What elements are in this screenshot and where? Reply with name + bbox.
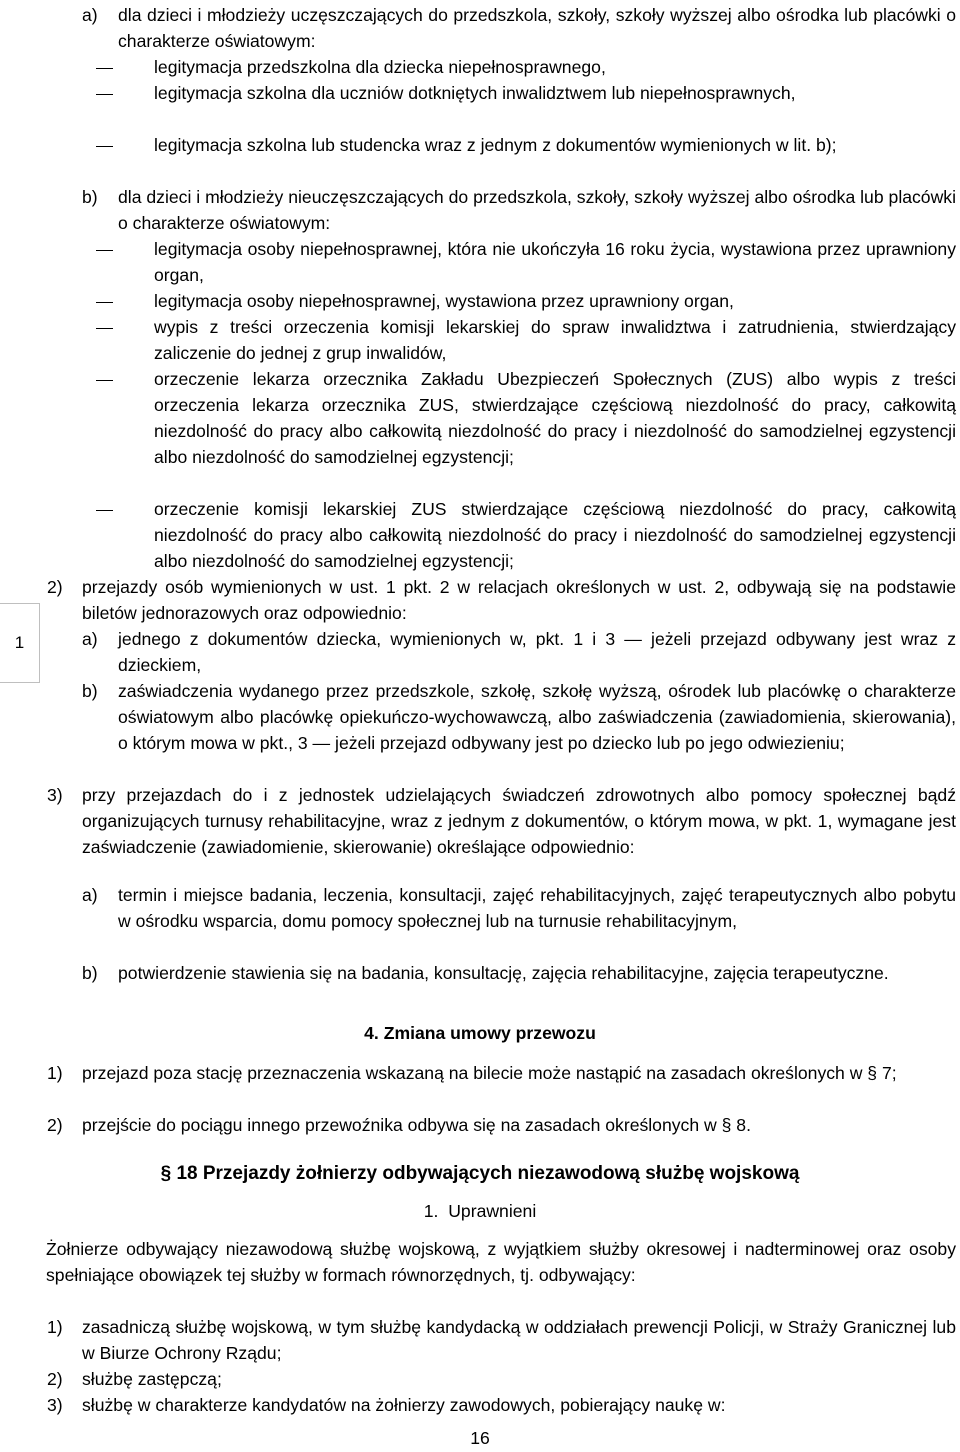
list-item	[154, 133, 956, 159]
item-text: legitymacja przedszkolna dla dziecka niepełnosprawnego,	[154, 57, 606, 77]
item-text: dla dzieci i młodzieży nieuczęszczających do przedszkola, szkoły, szkoły wyższej albo ośrodka lub placówki o charakterze oświatowym:	[118, 187, 956, 233]
item-text: legitymacja osoby niepełnosprawnej, wystawiona przez uprawniony organ,	[154, 291, 734, 311]
item-text: jednego z dokumentów dziecka, wymienionych w, pkt. 1 i 3 — jeżeli przejazd odbywany jest wraz z dzieckiem,	[118, 629, 956, 675]
list-item	[154, 315, 956, 367]
list-item	[154, 497, 956, 575]
item-text: przejazd poza stację przeznaczenia wskazaną na bilecie może nastąpić na zasadach określonych w § 7;	[82, 1063, 897, 1083]
item-text: służbę zastępczą;	[82, 1369, 222, 1389]
paragraph-text: Żołnierze odbywający niezawodową służbę wojskową, z wyjątkiem służby okresowej i nadterminowej oraz osoby spełniające obowiązek tej służby w formach równorzędnych, tj. odbywający:	[46, 1239, 956, 1285]
item-marker: 1)	[47, 1063, 63, 1083]
list-item	[82, 679, 956, 757]
item-marker: a)	[82, 629, 98, 649]
item-text: przejście do pociągu innego przewoźnika odbywa się na zasadach określonych w § 8.	[82, 1115, 751, 1135]
item-text: dla dzieci i młodzieży uczęszczających do przedszkola, szkoły, szkoły wyższej albo ośrodka lub placówki o charakterze oświatowym:	[118, 5, 956, 51]
list-item	[82, 627, 956, 679]
list-item	[154, 237, 956, 289]
item-text: legitymacja szkolna lub studencka wraz z jednym z dokumentów wymienionych w lit. b);	[154, 135, 837, 155]
item-text: legitymacja osoby niepełnosprawnej, która nie ukończyła 16 roku życia, wystawiona przez uprawniony organ,	[154, 239, 956, 285]
item-marker: b)	[82, 681, 98, 701]
item-marker: b)	[82, 187, 98, 207]
list-item	[154, 55, 954, 81]
list-item	[47, 1315, 956, 1367]
page-number: 16	[470, 1428, 490, 1448]
list-item	[82, 185, 956, 237]
item-text: przejazdy osób wymienionych w ust. 1 pkt. 2 w relacjach określonych w ust. 2, odbywają się na podstawie biletów jednorazowych oraz odpowiednio:	[82, 577, 956, 623]
list-item	[82, 883, 956, 935]
item-marker: a)	[82, 5, 98, 25]
item-text: legitymacja szkolna dla uczniów dotkniętych inwalidztwem lub niepełnosprawnych,	[154, 83, 796, 103]
section-heading-text: 18 Przejazdy żołnierzy odbywających niezawodową służbę wojskową	[176, 1163, 800, 1184]
item-text: orzeczenie komisji lekarskiej ZUS stwierdzające częściową niezdolność do pracy, całkowitą niezdolność do pracy albo całkowitą niezdolność do pracy i niezdolność do samodzielnej egzystencji albo niezdolność do samodzielnej egzystencji;	[154, 499, 956, 571]
item-text: orzeczenie lekarza orzecznika Zakładu Ubezpieczeń Społecznych (ZUS) albo wypis z treści orzeczenia lekarza orzecznika ZUS, stwierdzające częściową niezdolność do pracy, całkowitą niezdolność do pracy albo całkowitą niezdolność do pracy i niezdolność do samodzielnej egzystencji albo niezdolność do samodzielnej egzystencji;	[154, 369, 956, 467]
section-glyph: §	[160, 1163, 172, 1184]
side-tab	[0, 603, 40, 683]
item-text: zasadniczą służbę wojskową, w tym służbę kandydacką w oddziałach prewencji Policji, w Straży Granicznej lub w Biurze Ochrony Rządu;	[82, 1317, 956, 1363]
item-text: termin i miejsce badania, leczenia, konsultacji, zajęć rehabilitacyjnych, zajęć terapeutycznych albo pobytu w ośrodku wsparcia, domu pomocy społecznej lub na turnusie rehabilitacyjnym,	[118, 885, 956, 931]
section-heading: 4. Zmiana umowy przewozu	[364, 1023, 596, 1043]
item-marker: 2)	[47, 1369, 63, 1389]
item-marker: 1)	[47, 1317, 63, 1337]
section-heading	[0, 1161, 960, 1187]
list-item	[47, 1393, 956, 1419]
list-item	[82, 3, 956, 55]
list-item	[47, 1113, 956, 1139]
item-marker: a)	[82, 885, 98, 905]
item-text: potwierdzenie stawienia się na badania, konsultację, zajęcia rehabilitacyjne, zajęcia terapeutyczne.	[118, 963, 889, 983]
subheading: 1. Uprawnieni	[423, 1201, 537, 1221]
item-marker: 2)	[47, 577, 63, 597]
item-marker: 3)	[47, 785, 63, 805]
list-item	[82, 961, 956, 987]
paragraph	[46, 1237, 956, 1289]
item-text: zaświadczenia wydanego przez przedszkole, szkołę, szkołę wyższą, ośrodek lub placówkę o charakterze oświatowym albo placówkę opiekuńczo-wychowawczą, albo zaświadczenia (zawiadomienia, skierowania), o którym mowa w pkt., 3 — jeżeli przejazd odbywany jest po dziecko lub po jego odwiezieniu;	[118, 681, 956, 753]
list-item	[47, 1061, 956, 1087]
list-item	[47, 575, 956, 627]
item-text: przy przejazdach do i z jednostek udzielających świadczeń zdrowotnych albo pomocy społecznej bądź organizujących turnusy rehabilitacyjne, wraz z jednym z dokumentów, o którym mowa, w pkt. 1, wymagane jest zaświadczenie (zawiadomienie, skierowanie) określające odpowiednio:	[82, 785, 956, 857]
item-text: wypis z treści orzeczenia komisji lekarskiej do spraw inwalidztwa i zatrudnienia, stwierdzający zaliczenie do jednej z grup inwalidów,	[154, 317, 956, 363]
list-item	[154, 81, 954, 107]
item-text: służbę w charakterze kandydatów na żołnierzy zawodowych, pobierający naukę w:	[82, 1395, 726, 1415]
list-item	[47, 783, 956, 861]
side-tab-number: 1	[14, 633, 25, 653]
list-item	[154, 367, 956, 471]
item-marker: 3)	[47, 1395, 63, 1415]
item-marker: b)	[82, 963, 98, 983]
list-item	[154, 289, 956, 315]
item-marker: 2)	[47, 1115, 63, 1135]
list-item	[47, 1367, 956, 1393]
